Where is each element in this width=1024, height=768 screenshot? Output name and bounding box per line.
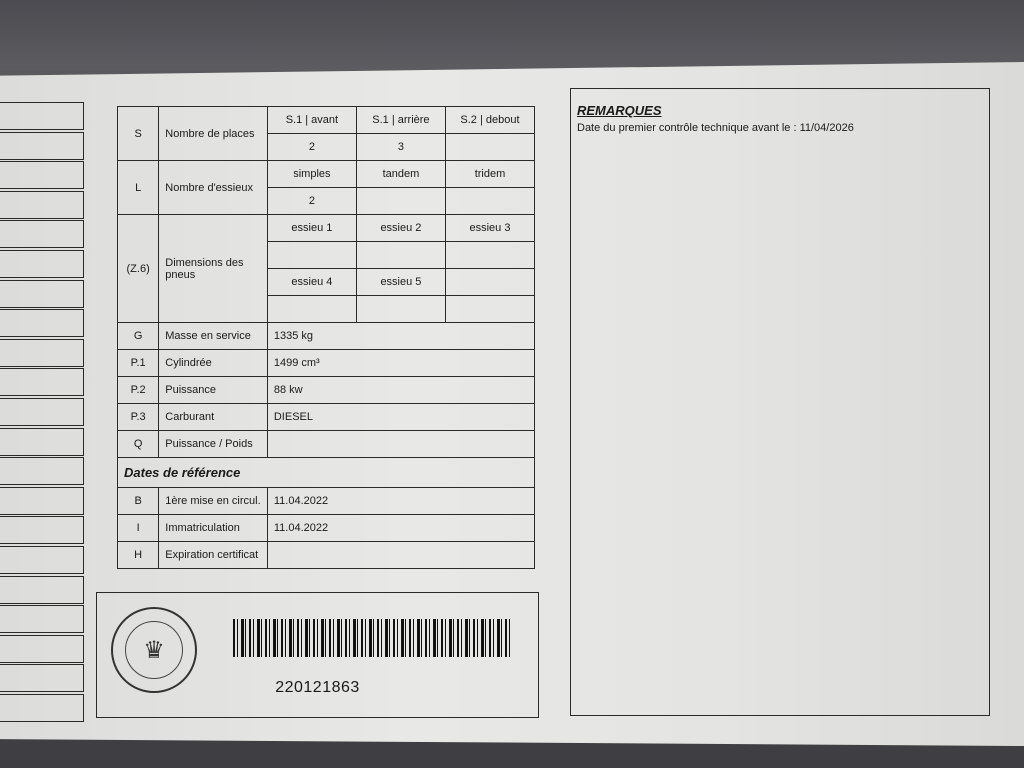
seats-code: S <box>118 107 159 161</box>
ref-code: B <box>118 488 159 515</box>
tyres-label: Dimensions des pneus <box>159 215 268 323</box>
seats-value <box>445 134 534 161</box>
tyre-value <box>267 296 356 323</box>
stub-row <box>0 516 84 544</box>
ref-value: 11.04.2022 <box>267 488 534 515</box>
ref-value: 11.04.2022 <box>267 515 534 542</box>
ref-label: Immatriculation <box>159 515 268 542</box>
spec-value: 88 kw <box>267 377 534 404</box>
seats-value: 2 <box>267 134 356 161</box>
tyre-axle-label: essieu 3 <box>445 215 534 242</box>
spec-value: DIESEL <box>267 404 534 431</box>
spec-code: P.1 <box>118 350 159 377</box>
spec-label: Puissance / Poids <box>159 431 268 458</box>
tyre-value <box>356 296 445 323</box>
stub-row <box>0 457 84 485</box>
stub-row <box>0 576 84 604</box>
reference-dates-heading: Dates de référence <box>118 458 535 488</box>
ref-label: Expiration certificat <box>159 542 268 569</box>
seats-header: S.1 | avant <box>267 107 356 134</box>
spec-value <box>267 431 534 458</box>
stub-row <box>0 309 84 337</box>
stub-row <box>0 132 84 160</box>
tyre-axle-label: essieu 5 <box>356 269 445 296</box>
stub-row <box>0 220 84 248</box>
tyre-value <box>356 242 445 269</box>
spec-code: P.2 <box>118 377 159 404</box>
stub-row <box>0 428 84 456</box>
spec-label: Cylindrée <box>159 350 268 377</box>
remarks-box <box>570 88 990 716</box>
spec-label: Puissance <box>159 377 268 404</box>
spec-label: Carburant <box>159 404 268 431</box>
stub-row <box>0 605 84 633</box>
stub-row <box>0 102 84 130</box>
spec-code: P.3 <box>118 404 159 431</box>
spec-label: Masse en service <box>159 323 268 350</box>
remarks-title: REMARQUES <box>577 103 662 118</box>
barcode <box>233 619 513 657</box>
background-top <box>0 0 1024 70</box>
seats-header: S.1 | arrière <box>356 107 445 134</box>
stub-row <box>0 398 84 426</box>
stub-row <box>0 250 84 278</box>
seats-header: S.2 | debout <box>445 107 534 134</box>
spec-value: 1335 kg <box>267 323 534 350</box>
spec-code: G <box>118 323 159 350</box>
seats-value: 3 <box>356 134 445 161</box>
tyre-value <box>445 296 534 323</box>
stub-row <box>0 339 84 367</box>
axles-value <box>445 188 534 215</box>
tyre-axle-label: essieu 2 <box>356 215 445 242</box>
axles-code: L <box>118 161 159 215</box>
vehicle-specs-table <box>117 106 535 569</box>
stub-row <box>0 191 84 219</box>
tyre-axle-label: essieu 1 <box>267 215 356 242</box>
tyre-axle-label: essieu 4 <box>267 269 356 296</box>
axles-header: tridem <box>445 161 534 188</box>
ref-code: H <box>118 542 159 569</box>
left-stub <box>0 102 84 723</box>
stub-row <box>0 664 84 692</box>
axles-value <box>356 188 445 215</box>
stub-row <box>0 161 84 189</box>
spec-value: 1499 cm³ <box>267 350 534 377</box>
stub-row <box>0 280 84 308</box>
tyre-value <box>267 242 356 269</box>
stub-row <box>0 368 84 396</box>
seats-label: Nombre de places <box>159 107 268 161</box>
stub-row <box>0 635 84 663</box>
ref-code: I <box>118 515 159 542</box>
ref-label: 1ère mise en circul. <box>159 488 268 515</box>
tyre-axle-label <box>445 269 534 296</box>
stub-row <box>0 546 84 574</box>
spec-code: Q <box>118 431 159 458</box>
crown-coat-of-arms-icon: ♛ <box>125 621 183 679</box>
stub-row <box>0 694 84 722</box>
axles-header: tandem <box>356 161 445 188</box>
stub-row <box>0 487 84 515</box>
axles-header: simples <box>267 161 356 188</box>
axles-label: Nombre d'essieux <box>159 161 268 215</box>
remarks-text: Date du premier contrôle technique avant le : 11/04/2026 <box>577 122 854 134</box>
serial-number: 220121863 <box>275 679 360 696</box>
certificate-footer <box>96 592 539 718</box>
axles-value: 2 <box>267 188 356 215</box>
ref-value <box>267 542 534 569</box>
tyres-code: (Z.6) <box>118 215 159 323</box>
tyre-value <box>445 242 534 269</box>
